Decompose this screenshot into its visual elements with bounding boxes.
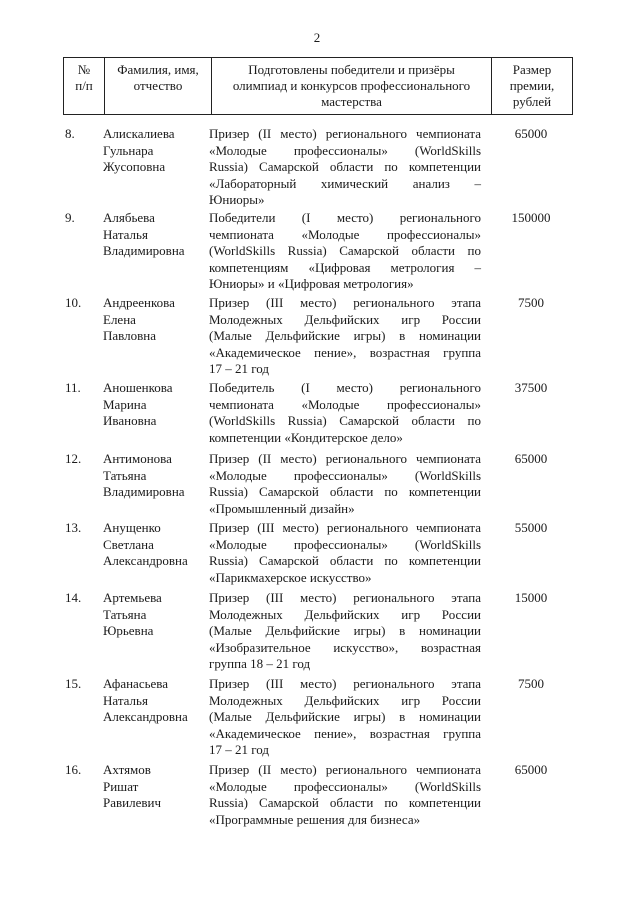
achievement-line: чемпионата «Молодые профессионалы» [209, 226, 481, 242]
row-number: 13. [65, 520, 82, 535]
row-achievement [209, 590, 481, 673]
name-line: Гульнара [103, 142, 154, 158]
row-full-name [103, 762, 208, 812]
row-prize-amount: 65000 [514, 126, 548, 141]
row-achievement [209, 295, 481, 378]
name-line: Анущенко [103, 520, 161, 535]
header-text: Подготовлены победители и призёры [248, 62, 455, 77]
achievement-line: (Малые Дельфийские игры) в номинации [209, 623, 481, 639]
header-col-amount [492, 58, 573, 115]
name-line: Елена [103, 311, 136, 327]
row-achievement [209, 126, 481, 209]
achievement-line: Russia) Самарской области по компетенции [209, 795, 481, 811]
header-text: п/п [75, 78, 93, 93]
achievement-line: Russia) Самарской области по компетенции [209, 553, 481, 569]
name-line: Татьяна [103, 606, 147, 622]
achievement-line: компетенции «Кондитерское дело» [209, 429, 403, 445]
achievement-line: (Малые Дельфийские игры) в номинации [209, 328, 481, 344]
achievement-line: Молодежных Дельфийских игр России [209, 692, 481, 708]
row-prize-amount: 65000 [514, 451, 548, 466]
name-line: Марина [103, 396, 147, 412]
header-col-number [64, 58, 105, 115]
row-full-name [103, 380, 208, 430]
row-number: 12. [65, 451, 82, 466]
row-achievement [209, 520, 481, 586]
row-number: 11. [65, 380, 81, 395]
header-text: № [77, 62, 91, 77]
header-text: Фамилия, имя, [117, 62, 199, 77]
achievement-line: «Молодые профессионалы» (WorldSkills [209, 536, 481, 552]
row-number: 10. [65, 295, 82, 310]
row-number: 15. [65, 676, 82, 691]
row-achievement [209, 380, 481, 446]
achievement-line: «Изобразительное искусство», возрастная [209, 639, 481, 655]
achievement-line: «Академическое пение», возрастная группа [209, 725, 481, 741]
achievement-line: группа 18 – 21 год [209, 656, 311, 672]
achievement-line: Призер (III место) регионального этапа [209, 590, 481, 605]
achievement-line: 17 – 21 год [209, 742, 269, 758]
name-line: Артемьева [103, 590, 162, 605]
achievement-line: (WorldSkills Russia) Самарской области по [209, 243, 481, 259]
row-achievement [209, 210, 481, 293]
achievement-line: Призер (III место) регионального этапа [209, 295, 481, 310]
header-text: мастерства [321, 94, 382, 109]
achievement-line: Юниоры» [209, 192, 265, 208]
name-line: Алискалиева [103, 126, 175, 141]
name-line: Антимонова [103, 451, 172, 466]
achievement-line: Russia) Самарской области по компетенции [209, 159, 481, 175]
header-text: олимпиад и конкурсов профессионального [232, 78, 471, 93]
row-number: 9. [65, 210, 75, 225]
achievement-line: Молодежных Дельфийских игр России [209, 606, 481, 622]
name-line: Ивановна [103, 413, 157, 429]
row-full-name [103, 451, 208, 501]
name-line: Владимировна [103, 484, 185, 500]
achievement-line: Призер (II место) регионального чемпионата [209, 762, 481, 777]
name-line: Павловна [103, 328, 156, 344]
row-prize-amount: 55000 [514, 520, 548, 535]
name-line: Наталья [103, 226, 148, 242]
row-number: 14. [65, 590, 82, 605]
achievement-line: Russia) Самарской области по компетенции [209, 484, 481, 500]
name-line: Жусоповна [103, 159, 166, 175]
achievement-line: Призер (II место) регионального чемпионата [209, 126, 481, 141]
name-line: Наталья [103, 692, 148, 708]
achievement-line: Призер (III место) регионального этапа [209, 676, 481, 691]
achievement-line: «Молодые профессионалы» (WorldSkills [209, 142, 481, 158]
header-text: премии, [509, 78, 555, 93]
header-text: Размер [512, 62, 552, 77]
achievement-line: (Малые Дельфийские игры) в номинации [209, 709, 481, 725]
row-prize-amount: 37500 [514, 380, 548, 395]
row-prize-amount: 7500 [518, 676, 544, 691]
header-col-name [105, 58, 212, 115]
achievement-line: «Лабораторный химический анализ – [209, 175, 481, 191]
header-col-description [212, 58, 492, 115]
achievement-line: Победители (I место) регионального [209, 210, 481, 225]
name-line: Александровна [103, 553, 188, 569]
row-prize-amount: 7500 [518, 295, 544, 310]
row-full-name [103, 676, 208, 726]
achievement-line: компетенциям «Цифровая метрология – [209, 259, 481, 275]
row-achievement [209, 762, 481, 828]
achievement-line: Победитель (I место) регионального [209, 380, 481, 395]
achievement-line: «Парикмахерское искусство» [209, 569, 372, 585]
row-prize-amount: 150000 [511, 210, 551, 225]
name-line: Равилевич [103, 795, 161, 811]
achievement-line: «Программные решения для бизнеса» [209, 811, 421, 827]
achievement-line: «Молодые профессионалы» (WorldSkills [209, 467, 481, 483]
achievement-line: «Молодые профессионалы» (WorldSkills [209, 778, 481, 794]
name-line: Светлана [103, 536, 154, 552]
header-text: рублей [512, 94, 552, 109]
achievement-line: (WorldSkills Russia) Самарской области по [209, 413, 481, 429]
name-line: Андреенкова [103, 295, 175, 310]
name-line: Татьяна [103, 467, 147, 483]
header-text: отчество [133, 78, 183, 93]
name-line: Афанасьева [103, 676, 169, 691]
row-achievement [209, 451, 481, 517]
achievement-line: 17 – 21 год [209, 361, 269, 377]
row-full-name [103, 520, 208, 570]
name-line: Ришат [103, 778, 139, 794]
row-number: 16. [65, 762, 82, 777]
row-prize-amount: 15000 [514, 590, 548, 605]
table-header [63, 57, 573, 115]
name-line: Юрьевна [103, 623, 154, 639]
row-full-name [103, 210, 208, 260]
achievement-line: Юниоры» и «Цифровая метрология» [209, 276, 414, 292]
name-line: Владимировна [103, 243, 185, 259]
row-full-name [103, 590, 208, 640]
achievement-line: «Академическое пение», возрастная группа [209, 344, 481, 360]
achievement-line: чемпионата «Молодые профессионалы» [209, 396, 481, 412]
name-line: Александровна [103, 709, 188, 725]
row-prize-amount: 65000 [514, 762, 548, 777]
page-number: 2 [313, 30, 321, 45]
row-full-name [103, 126, 208, 176]
achievement-line: Призер (III место) регионального чемпионата [209, 520, 481, 535]
row-full-name [103, 295, 208, 345]
name-line: Аношенкова [103, 380, 173, 395]
achievement-line: «Промышленный дизайн» [209, 500, 355, 516]
name-line: Ахтямов [103, 762, 151, 777]
achievement-line: Молодежных Дельфийских игр России [209, 311, 481, 327]
name-line: Алябьева [103, 210, 155, 225]
row-number: 8. [65, 126, 75, 141]
row-achievement [209, 676, 481, 759]
achievement-line: Призер (II место) регионального чемпионата [209, 451, 481, 466]
